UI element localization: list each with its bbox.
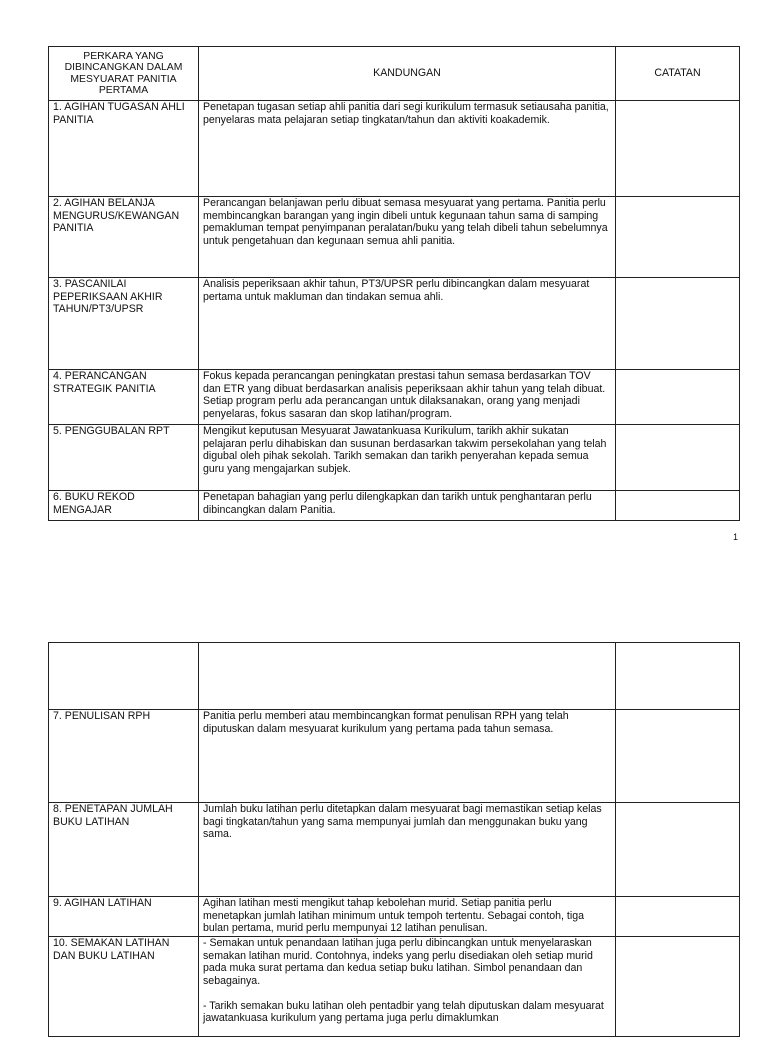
table-row [49,370,740,425]
row-catatan [616,101,740,197]
row-perkara: 1. AGIHAN TUGASAN AHLI PANITIA [49,101,199,197]
table-row [49,643,740,710]
table-row [49,803,740,897]
header-kandungan: KANDUNGAN [199,47,616,101]
row-kandungan: Agihan latihan mesti mengikut tahap kebolehan murid. Setiap panitia perlu menetapkan jumlah latihan minimum untuk tempoh tertentu. Sebagai contoh, tiga bulan pertama, murid perlu mempunyai 12 latihan penulisan. [199,897,616,937]
row-kandungan: - Semakan untuk penandaan latihan juga perlu dibincangkan untuk menyelaraskan semakan latihan murid. Contohnya, indeks yang perlu disediakan oleh setiap murid pada muka surat pertama dan kedua setiap buku latihan. Simbol penandaan dan sebagainya. - Tarikh semakan buku latihan oleh pentadbir yang telah diputuskan dalam mesyuarat jawatankuasa kurikulum yang pertama juga perlu dimaklumkan [199,937,616,1037]
row-kandungan [199,643,616,710]
row-catatan [616,937,740,1037]
row-catatan [616,370,740,425]
header-perkara: PERKARA YANG DIBINCANGKAN DALAM MESYUARAT PANITIA PERTAMA [49,47,199,101]
row-kandungan: Fokus kepada perancangan peningkatan prestasi tahun semasa berdasarkan TOV dan ETR yang dibuat berdasarkan analisis peperiksaan akhir tahun yang telah dibuat. Setiap program perlu ada perancangan untuk dilaksanakan, orang yang menjadi penyelaras, fokus sasaran dan skop latihan/program. [199,370,616,425]
row-kandungan: Analisis peperiksaan akhir tahun, PT3/UPSR perlu dibincangkan dalam mesyuarat pertama untuk makluman dan tindakan semua ahli. [199,278,616,370]
row-catatan [616,643,740,710]
table-row [49,425,740,491]
row-kandungan: Panitia perlu memberi atau membincangkan format penulisan RPH yang telah diputuskan dalam mesyuarat kurikulum yang pertama pada tahun semasa. [199,710,616,803]
table-row [49,197,740,278]
committee-agenda-table-page1 [48,46,740,521]
table-row [49,101,740,197]
row-catatan [616,491,740,521]
table-row [49,491,740,521]
page-number: 1 [732,532,738,542]
row-perkara: 10. SEMAKAN LATIHAN DAN BUKU LATIHAN [49,937,199,1037]
row-kandungan: Jumlah buku latihan perlu ditetapkan dalam mesyuarat bagi memastikan setiap kelas bagi tingkatan/tahun yang sama mempunyai jumlah dan menggunakan buku yang sama. [199,803,616,897]
row-perkara: 8. PENETAPAN JUMLAH BUKU LATIHAN [49,803,199,897]
row-kandungan: Perancangan belanjawan perlu dibuat semasa mesyuarat yang pertama. Panitia perlu membincangkan barangan yang ingin dibeli untuk kegunaan tahun sama di samping pemakluman tempat penyimpanan peralatan/buku yang telah dibeli tahun sebelumnya untuk pengetahuan dan kegunaan semua ahli panitia. [199,197,616,278]
row-perkara: 7. PENULISAN RPH [49,710,199,803]
row-perkara: 9. AGIHAN LATIHAN [49,897,199,937]
table-row [49,937,740,1037]
row-perkara: 4. PERANCANGAN STRATEGIK PANITIA [49,370,199,425]
table-header-row [49,47,740,101]
row-perkara: 5. PENGGUBALAN RPT [49,425,199,491]
row-catatan [616,710,740,803]
row-catatan [616,197,740,278]
row-perkara: 3. PASCANILAI PEPERIKSAAN AKHIR TAHUN/PT3/UPSR [49,278,199,370]
row-kandungan: Penetapan bahagian yang perlu dilengkapkan dan tarikh untuk penghantaran perlu dibincangkan dalam Panitia. [199,491,616,521]
row-catatan [616,278,740,370]
table-row [49,710,740,803]
table-row [49,278,740,370]
header-catatan: CATATAN [616,47,740,101]
row-catatan [616,897,740,937]
row-perkara [49,643,199,710]
committee-agenda-table-page2 [48,642,740,1037]
row-kandungan: Mengikut keputusan Mesyuarat Jawatankuasa Kurikulum, tarikh akhir sukatan pelajaran perlu dihabiskan dan susunan berdasarkan takwim persekolahan yang telah digubal oleh pihak sekolah. Tarikh semakan dan tarikh penyerahan kepada semua guru yang mengajarkan subjek. [199,425,616,491]
row-kandungan: Penetapan tugasan setiap ahli panitia dari segi kurikulum termasuk setiausaha panitia, penyelaras mata pelajaran setiap tingkatan/tahun dan aktiviti koakademik. [199,101,616,197]
row-catatan [616,803,740,897]
table-row [49,897,740,937]
row-perkara: 2. AGIHAN BELANJA MENGURUS/KEWANGAN PANITIA [49,197,199,278]
row-catatan [616,425,740,491]
row-perkara: 6. BUKU REKOD MENGAJAR [49,491,199,521]
